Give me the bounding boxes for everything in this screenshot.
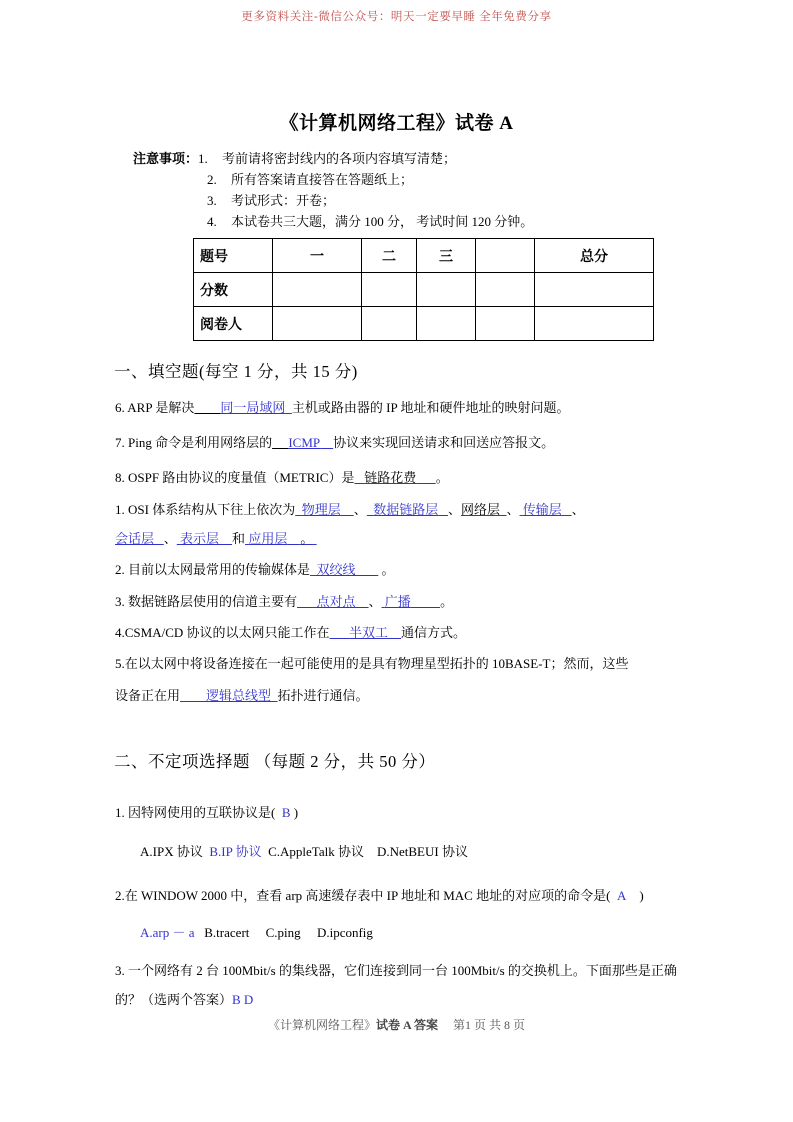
notice-row [133,169,693,190]
question-text: ARP 是解决 [127,400,195,415]
answer-blank: 半双工 [349,625,389,640]
option-d[interactable]: D.NetBEUI 协议 [376,844,468,859]
question-text: OSI 体系结构从下往上依次为 [128,502,296,517]
answer-blank-1: 物理层 [301,502,341,517]
option-b[interactable]: B.tracert [204,925,250,940]
answer-blank: ICMP [288,435,321,450]
footer-title: 《计算机网络工程》 [267,1018,376,1032]
question-text: 设备正在用 [115,688,181,703]
table-cell-label: 阅卷人 [194,307,273,341]
conjunction: 和 [232,531,246,546]
table-cell-two[interactable]: 二 [362,239,417,273]
question-text: 数据链路层使用的信道主要有 [128,594,298,609]
mc-question-3 [115,956,681,1014]
separator: 、 [506,502,520,517]
notice-text: 考前请将密封线内的各项内容填写清楚； [222,151,457,166]
table-cell-blank[interactable] [476,273,535,307]
page-title: 《计算机网络工程》试卷 A [279,113,514,134]
paren-close: ) [293,805,299,820]
sentence-end: 。 [300,531,314,546]
table-row [194,307,654,341]
table-cell-label: 分数 [194,273,273,307]
answer-blank-3: 网络层 [461,502,501,517]
table-cell-blank[interactable] [476,307,535,341]
question-number: 3. [115,963,125,978]
question-number: 7. [115,435,125,450]
answer-blank: 链路花费 [364,470,417,485]
table-cell-blank[interactable] [476,239,535,273]
question-text: OSPF 路由协议的度量值（METRIC）是 [128,470,355,485]
question-3-fill [115,592,453,612]
table-cell-label: 题号 [194,239,273,273]
footer-page-number: 第1 页 共 8 页 [453,1018,526,1032]
notice-number: 4. [207,214,217,229]
selected-answer: B [281,805,291,820]
notice-number: 1. [198,151,208,166]
answer-blank-7: 应用层 [248,531,288,546]
table-cell-one[interactable]: 一 [273,239,362,273]
table-cell-three[interactable] [417,273,476,307]
question-1-osi-line2 [115,529,317,549]
table-cell-one[interactable] [273,273,362,307]
option-b[interactable]: B.IP 协议 [209,844,262,859]
score-table [193,238,654,341]
question-number: 5. [115,656,125,671]
answer-blank-2: 数据链路层 [373,502,439,517]
answer-blank-6: 表示层 [180,531,220,546]
notice-number: 2. [207,172,217,187]
answer-blank: 双绞线 [316,562,356,577]
footer-subject: 试卷 A 答案 [375,1018,438,1032]
table-cell-two[interactable] [362,273,417,307]
question-text-post: 拓扑进行通信。 [277,688,369,703]
option-a[interactable]: A.IPX 协议 [140,844,203,859]
question-5-fill-line2 [115,686,369,706]
separator: 、 [571,502,585,517]
question-text-post: 协议来实现回送请求和回送应答报文。 [333,435,555,450]
option-a[interactable]: A.arp － a [140,925,195,940]
option-d[interactable]: D.ipconfig [316,925,373,940]
table-cell-one[interactable] [273,307,362,341]
notice-text: 考试形式：开卷； [231,193,336,208]
notice-block [133,148,693,232]
question-text: CSMA/CD 协议的以太网只能工作在 [124,625,330,640]
page-footer [0,1016,793,1033]
question-2-fill [115,560,395,580]
answer-blank-1: 点对点 [316,594,356,609]
notice-number: 3. [207,193,217,208]
notice-row [133,211,693,232]
section-heading-multiple-choice: 二、不定项选择题 （每题 2 分，共 50 分） [114,752,436,771]
question-1-osi-line1 [115,500,585,520]
table-cell-two[interactable] [362,307,417,341]
notice-text: 所有答案请直接答在答题纸上； [231,172,414,187]
question-number: 4. [115,625,125,640]
question-text-post: 。 [435,470,449,485]
table-cell-three[interactable]: 三 [417,239,476,273]
notice-text: 本试卷共三大题，满分 100 分， 考试时间 120 分钟。 [231,214,534,229]
question-5-fill-line1 [115,654,629,674]
question-text: 一个网络有 2 台 100Mbit/s 的集线器，它们连接到同一台 100Mbit/s 的交换机上。下面那些是正确的？（选两个答案） [115,963,677,1007]
question-number: 1. [115,805,125,820]
question-text: 因特网使用的互联协议是( [128,805,276,820]
table-row [194,273,654,307]
table-cell-total[interactable] [535,273,654,307]
answer-blank-4: 传输层 [522,502,562,517]
table-cell-total[interactable] [535,307,654,341]
table-row [194,239,654,273]
question-text-post: 主机或路由器的 IP 地址和硬件地址的映射问题。 [291,400,570,415]
table-cell-total[interactable]: 总分 [535,239,654,273]
question-text-post: 通信方式。 [401,625,467,640]
question-number: 8. [115,470,125,485]
question-7 [115,433,554,453]
question-number: 3. [115,594,125,609]
answer-blank-2: 广播 [384,594,411,609]
notice-label: 注意事项： [133,151,199,166]
selected-answer: A [616,888,627,903]
separator: 、 [448,502,462,517]
paren-close: ) [639,888,644,903]
separator: 、 [353,502,367,517]
mc-question-1-options [140,841,468,860]
answer-blank: 逻辑总线型 [206,688,272,703]
question-text-post: 。 [381,562,395,577]
notice-row [133,190,693,211]
option-c[interactable]: C.AppleTalk 协议 [268,844,364,859]
separator: 、 [163,531,177,546]
question-number: 1. [115,502,125,517]
question-text: 目前以太网最常用的传输媒体是 [128,562,311,577]
question-4-fill [115,623,466,643]
option-c[interactable]: C.ping [265,925,301,940]
answer-blank-5: 会话层 [115,531,155,546]
answer-blank: 同一局域网 [220,400,286,415]
question-text: 在 WINDOW 2000 中，查看 arp 高速缓存表中 IP 地址和 MAC 地址的对应项的命令是( [124,888,611,903]
question-text: 在以太网中将设备连接在一起可能使用的是具有物理星型拓扑的 10BASE-T；然而，这些 [124,656,629,671]
question-8 [115,468,449,488]
question-number: 6. [115,400,125,415]
question-text-post: 。 [440,594,454,609]
question-6 [115,398,569,418]
table-cell-three[interactable] [417,307,476,341]
mc-question-1 [115,803,298,823]
question-number: 2. [115,888,125,903]
notice-row [133,148,693,169]
question-text: Ping 命令是利用网络层的 [128,435,273,450]
mc-question-2-options [140,922,373,941]
separator: 、 [368,594,382,609]
section-heading-fill-in-blank: 一、填空题(每空 1 分，共 15 分) [114,362,358,381]
mc-question-2 [115,886,644,906]
selected-answer: B D [232,992,254,1007]
question-number: 2. [115,562,125,577]
promo-banner: 更多资料关注-微信公众号：明天一定要早睡 全年免费分享 [241,11,552,23]
